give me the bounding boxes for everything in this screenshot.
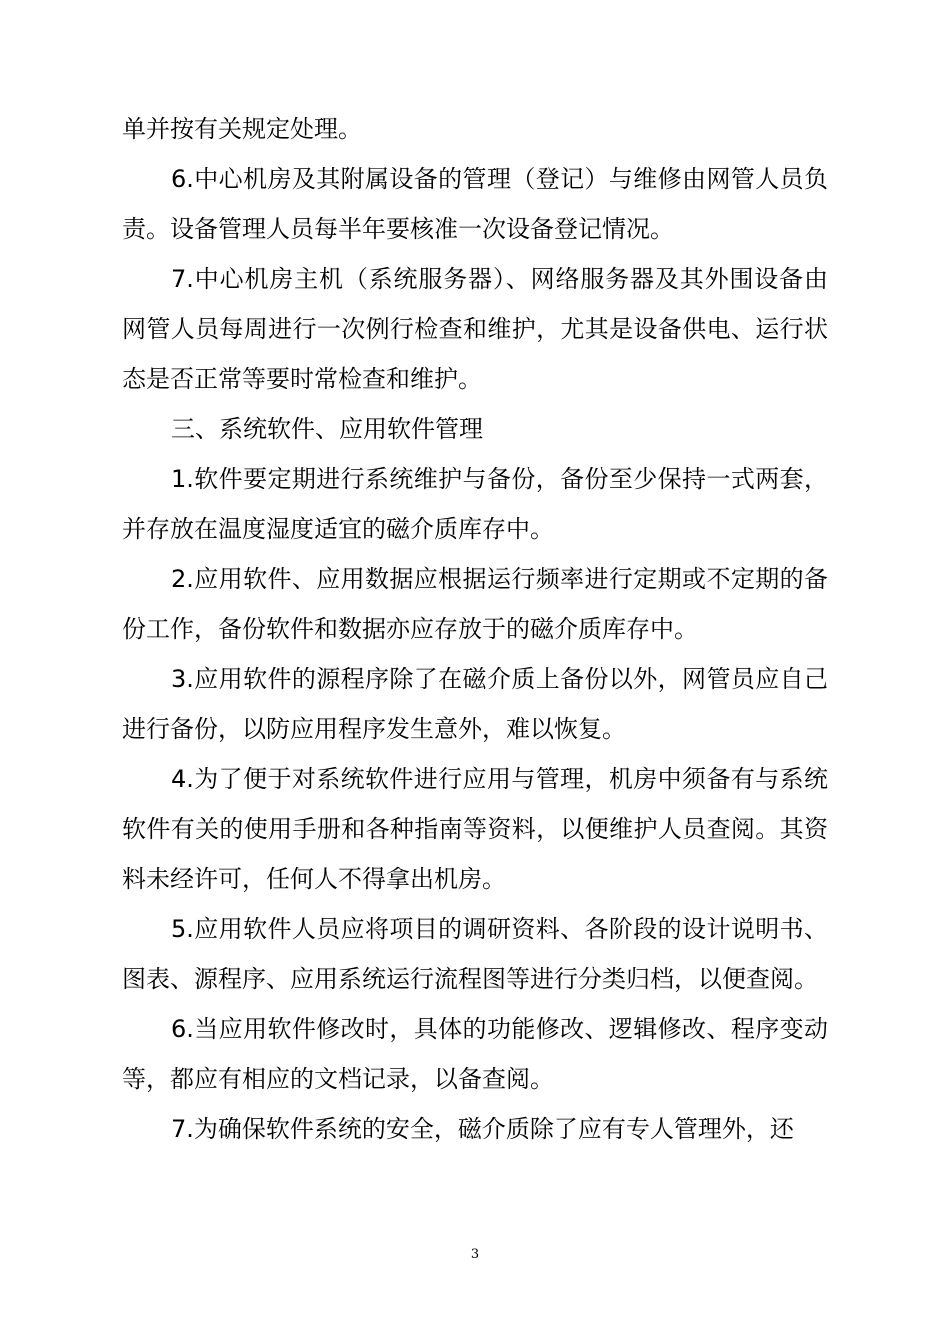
paragraph-item-4-manuals: 4.为了便于对系统软件进行应用与管理，机房中须备有与系统软件有关的使用手册和各种指南等资料，以便维护人员查阅。其资料未经许可，任何人不得拿出机房。 [122, 765, 828, 893]
document-body [122, 104, 828, 1154]
section-heading-software: 三、系统软件、应用软件管理 [171, 415, 483, 443]
paragraph-item-3-source-backup: 3.应用软件的源程序除了在磁介质上备份以外，网管员应自己进行备份，以防应用程序发生意外，难以恢复。 [122, 665, 828, 743]
paragraph-item-2-app-backup: 2.应用软件、应用数据应根据运行频率进行定期或不定期的备份工作，备份软件和数据亦应存放于的磁介质库存中。 [122, 565, 828, 643]
paragraph-item-7-media-security: 7.为确保软件系统的安全，磁介质除了应有专人管理外，还 [171, 1115, 794, 1143]
paragraph-item-1-backup: 1.软件要定期进行系统维护与备份，备份至少保持一式两套，并存放在温度湿度适宜的磁介质库存中。 [122, 465, 828, 543]
paragraph-item-6-equipment: 6.中心机房及其附属设备的管理（登记）与维修由网管人员负责。设备管理人员每半年要核准一次设备登记情况。 [122, 165, 828, 243]
paragraph-item-5-archiving: 5.应用软件人员应将项目的调研资料、各阶段的设计说明书、图表、源程序、应用系统运行流程图等进行分类归档，以便查阅。 [122, 915, 828, 993]
paragraph-continuation: 单并按有关规定处理。 [122, 115, 362, 143]
paragraph-item-6-change-records: 6.当应用软件修改时，具体的功能修改、逻辑修改、程序变动等，都应有相应的文档记录，以备查阅。 [122, 1015, 828, 1093]
page-number: 3 [470, 1247, 480, 1262]
paragraph-item-7-maintenance: 7.中心机房主机（系统服务器）、网络服务器及其外围设备由网管人员每周进行一次例行检查和维护，尤其是设备供电、运行状态是否正常等要时常检查和维护。 [122, 265, 828, 393]
